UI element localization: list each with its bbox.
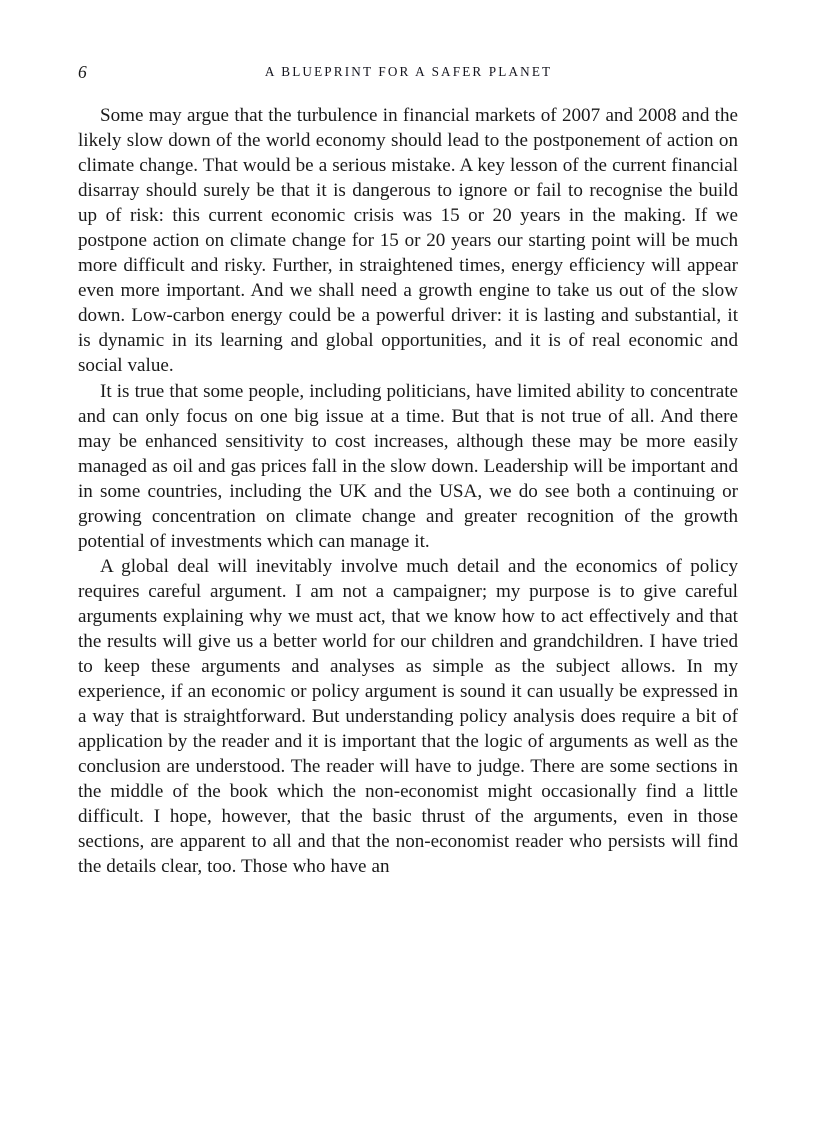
page-number: 6 [78,62,87,82]
running-head-title: A BLUEPRINT FOR A SAFER PLANET [264,64,553,79]
paragraph: It is true that some people, including politicians, have limited ability to concentrate and can only focus on one big issue at a time. But that is not true of all. And there may be enhanced sensitivity to cost increases, although these may be more easily managed as oil and gas prices fall in the slow down. Leadership will be important and in some countries, including the UK and the USA, we do see both a continuing or growing concentration on climate change and greater recognition of the growth potential of investments which can manage it. [78,380,738,552]
running-head [78,62,737,84]
body-text-column [78,103,738,879]
paragraph: Some may argue that the turbulence in financial markets of 2007 and 2008 and the likely slow down of the world economy should lead to the postponement of action on climate change. That would be a serious mistake. A key lesson of the current financial disarray should surely be that it is dangerous to ignore or fail to recognise the build up of risk: this current economic crisis was 15 or 20 years in the making. If we postpone action on climate change for 15 or 20 years our starting point will be much more difficult and risky. Further, in straightened times, energy efficiency will appear even more important. And we shall need a growth engine to take us out of the slow down. Low-carbon energy could be a powerful driver: it is lasting and substantial, it is dynamic in its learning and global opportunities, and it is of real economic and social value. [78,105,738,377]
paragraph: A global deal will inevitably involve much detail and the economics of policy requires careful argument. I am not a campaigner; my purpose is to give careful arguments explaining why we must act, that we know how to act effectively and that the results will give us a better world for our children and grandchildren. I have tried to keep these arguments and analyses as simple as the subject allows. In my experience, if an economic or policy argument is sound it can usually be expressed in a way that is straightforward. But understanding policy analysis does require a bit of application by the reader and it is important that the logic of arguments as well as the conclusion are understood. The reader will have to judge. There are some sections in the middle of the book which the non-economist might occasionally find a little difficult. I hope, however, that the basic thrust of the arguments, even in those sections, are apparent to all and that the non-economist reader who persists will find the details clear, too. Those who have an [78,555,738,878]
